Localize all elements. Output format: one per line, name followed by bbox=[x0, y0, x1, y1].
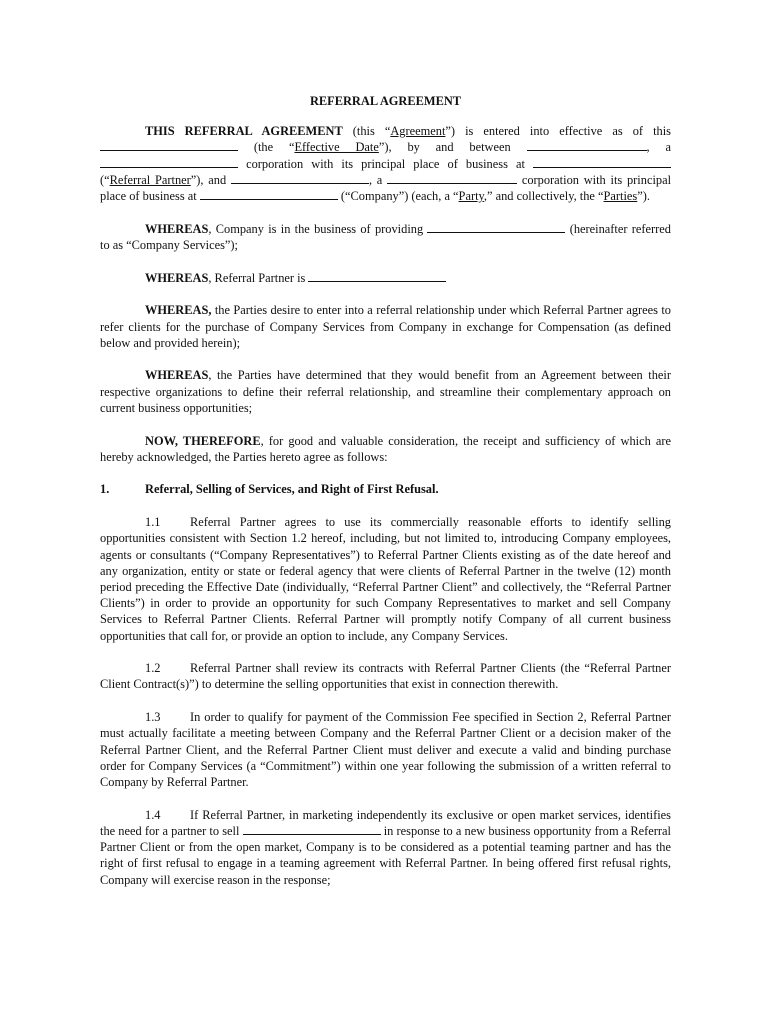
blank-company-address-field[interactable] bbox=[200, 188, 338, 200]
parties-term: Parties bbox=[603, 189, 638, 204]
clause-number: 1.1 bbox=[145, 515, 161, 530]
blank-company-services-field[interactable] bbox=[427, 221, 565, 233]
clause-text: In order to qualify for payment of the Commission Fee specified in Section 2, Referral Partner must actually facilitate a meeting between Company and the Referral Partner Client or a decision maker of the Referral Partner Client, and the Referral Partner Client must deliver and execute a valid and binding purchase order for Company Services (a “Commitment”) within one year following the submission of a written referral to Company by Referral Partner. bbox=[100, 710, 671, 789]
intro-lead: THIS REFERRAL AGREEMENT bbox=[145, 124, 343, 139]
whereas-paragraph-3: WHEREAS, the Parties desire to enter into a referral relationship under which Referral Partner agrees to refer clients for the purchase of Company Services from Company in exchange for Compensation (as defined below and provided herein); bbox=[100, 303, 671, 350]
whereas-paragraph-4: WHEREAS, the Parties have determined that they would benefit from an Agreement between their respective organizations to define their referral relationship, and streamline their complementary approach on current business opportunities; bbox=[100, 368, 671, 415]
blank-services-to-sell-field[interactable] bbox=[243, 823, 381, 835]
blank-company-state-field[interactable] bbox=[387, 172, 517, 184]
clause-number: 1.4 bbox=[145, 807, 161, 822]
blank-referral-partner-name-field[interactable] bbox=[527, 139, 647, 151]
blank-company-name-field[interactable] bbox=[231, 172, 369, 184]
section-title: Referral, Selling of Services, and Right of First Refusal. bbox=[145, 482, 439, 497]
clause-1-3 bbox=[100, 709, 671, 790]
whereas-paragraph-2: WHEREAS, Referral Partner is bbox=[100, 270, 671, 286]
effective-date-term: Effective Date bbox=[294, 140, 379, 155]
clause-number: 1.3 bbox=[145, 710, 161, 725]
blank-date-field[interactable] bbox=[100, 139, 238, 151]
clause-1-1 bbox=[100, 514, 671, 644]
clause-text: Referral Partner agrees to use its commercially reasonable efforts to identify selling opportunities consistent with Section 1.2 hereof, including, but not limited to, introducing Company employees, agents or consultants (“Company Representatives”) to Referral Partner Clients existing as of the date hereof and any organization, entity or state or federal agency that were clients of Referral Partner in the twelve (12) month period preceding the Effective Date (individually, “Referral Partner Client” and collectively, the “Referral Partner Clients”) in order to provide an opportunity for such Company Representatives to market and sell Company Services to Referral Partner Clients. Referral Partner will promptly notify Company of all current business opportunities that call for, or provide an option to include, any Company Services. bbox=[100, 515, 671, 643]
clause-text: Referral Partner shall review its contracts with Referral Partner Clients (the “Referral Partner Client Contract(s)”) to determine the selling opportunities that exist in connection therewith. bbox=[100, 661, 671, 692]
clause-1-4: 1.4 If Referral Partner, in marketing independently its exclusive or open market services, identifies the need for a partner to sell in response to a new business opportunity from a Referral Partner Client or from the open market, Company is to be considered as a potential teaming partner and has the right of first refusal to engage in a teaming agreement with Referral Partner. In being offered first refusal rights, Company will exercise reason in the response; bbox=[100, 807, 672, 887]
blank-referral-partner-description-field[interactable] bbox=[308, 270, 446, 282]
document-title: REFERRAL AGREEMENT bbox=[309, 94, 462, 108]
section-number: 1. bbox=[100, 482, 110, 497]
blank-referral-partner-address-field[interactable] bbox=[533, 156, 671, 168]
now-therefore-paragraph: NOW, THEREFORE, for good and valuable consideration, the receipt and sufficiency of which are hereby acknowledged, the Parties hereto agree as follows: bbox=[100, 433, 671, 464]
agreement-term: Agreement bbox=[390, 124, 446, 139]
section-1-heading bbox=[100, 481, 671, 497]
clause-1-2 bbox=[100, 660, 671, 692]
clause-number: 1.2 bbox=[145, 661, 161, 676]
whereas-paragraph-1: WHEREAS, Company is in the business of providing (hereinafter referred to as “Company Services”); bbox=[100, 221, 671, 252]
blank-referral-partner-state-field[interactable] bbox=[100, 156, 238, 168]
party-term: Party bbox=[458, 189, 484, 204]
referral-partner-term: Referral Partner bbox=[109, 172, 191, 187]
intro-paragraph: THIS REFERRAL AGREEMENT (this “Agreement”) is entered into effective as of this (the “Effective Date”), by and between , a corporation with its principal place of business at (“Referral Partner”), and , a corporation with its principal place of business at (“Company”) (each, a “Party,” and collectively, the “Parties”). bbox=[100, 124, 672, 204]
